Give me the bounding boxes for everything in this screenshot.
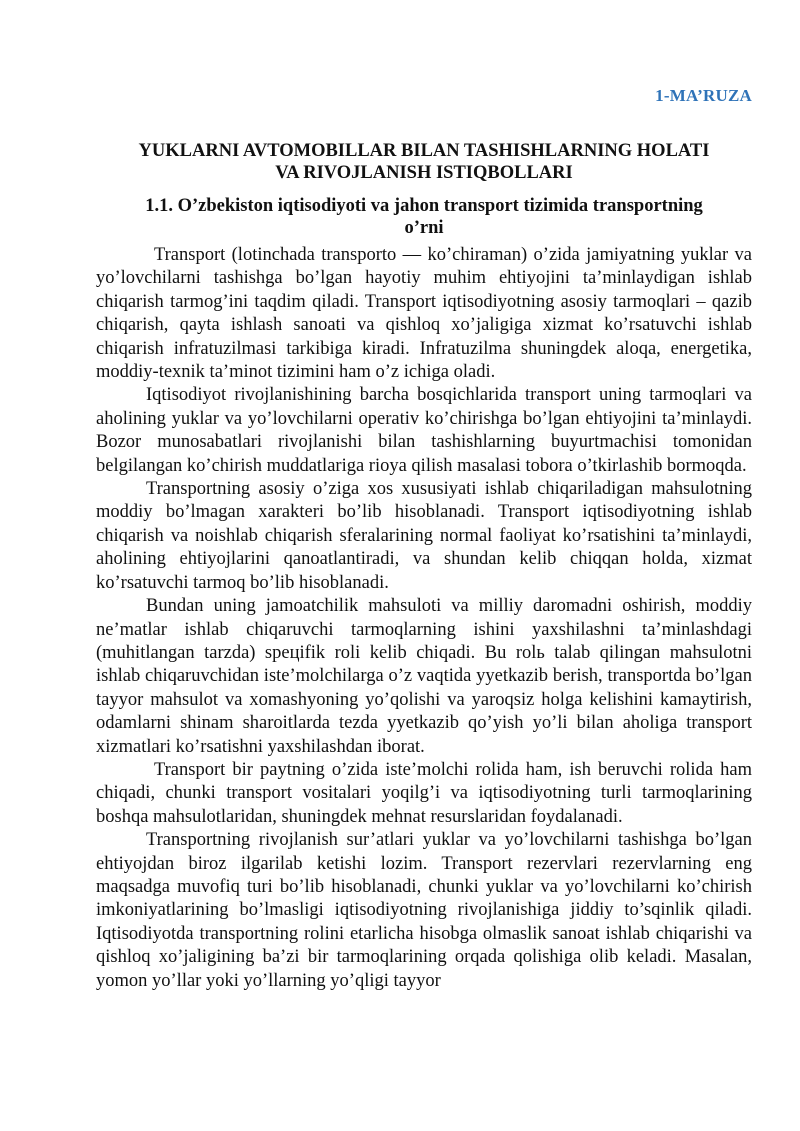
paragraph-6: Transportning rivojlanish sur’atlari yuklar va yo’lovchilarni tashishga bo’lgan ehtiyojdan biroz ilgarilab ketishi lozim. Transport rezervlari rezervlarning eng maqsadga muvofiq turi bo’lib hisoblanadi, chunki yuklar va yo’lovchilarni ko’chirish imkoniyatlarining bo’lmasligi iqtisodiyotning rivojlanishiga jiddiy to’sqinlik qiladi. Iqtisodiyotda transportning rolini etarlicha hisobga olmaslik sanoat ishlab chiqarishi va qishloq xo’jaligining ba’zi bir tarmoqlarining orqada qolishiga olib keladi. Masalan, yomon yo’llar yoki yo’llarning yo’qligi tayyor [96,830,752,991]
paragraph-5: Transport bir paytning o’zida iste’molchi rolida ham, ish beruvchi rolida ham chiqadi, chunki transport vositalari yoqilg’i va iqtisodiyotning turli tarmoqlarining boshqa mahsulotlaridan, shuningdek mehnat resurslaridan foydalanadi. [96,759,752,827]
main-title [96,140,752,184]
section-title [96,195,752,239]
paragraph-4: Bundan uning jamoatchilik mahsuloti va milliy daromadni oshirish, moddiy ne’matlar ishlab chiqaruvchi tarmoqlarning ishini yaxshilashni ta’minlashdagi (muhitlangan tarzda) speцifik roli kelib chiqadi. Bu rolь talab qilingan mahsulotni ishlab chiqaruvchidan iste’molchilarga o’z vaqtida yyetkazib berish, transportda bo’lgan tayyor mahsulot va xomashyoning yo’qolishi va yaroqsiz holga kelishini kamaytirish, odamlarni shinam sharoitlarda tezda yyetkazib qo’yish yo’li bilan aholiga transport xizmatlari ko’rsatishni yaxshilashdan iborat. [96,596,752,757]
paragraph-3: Transportning asosiy o’ziga xos xususiyati ishlab chiqariladigan mahsulotning moddiy bo’lmagan xarakteri bo’lib hisoblanadi. Transport iqtisodiyotning ishlab chiqarish va noishlab chiqarish sferalarining normal faoliyat ko’rsatishini ta’minlaydi, aholining ehtiyojlarini qanoatlantiradi, va shundan kelib chiqqan holda, xizmat ko’rsatuvchi tarmoq bo’lib hisoblanadi. [96,479,752,593]
section-title-line-1: 1.1. O’zbekiston iqtisodiyoti va jahon transport tizimida transportning [145,196,703,216]
paragraph-1: Transport (lotinchada transporto — ko’chiraman) o’zida jamiyatning yuklar va yo’lovchilarni tashishga bo’lgan hayotiy muhim ehtiyojini ta’minlaydigan ishlab chiqarish tarmog’ini taqdim qiladi. Transport iqtisodiyotning asosiy tarmoqlari – qazib chiqarish, qayta ishlash sanoati va qishloq xo’jaligiga xizmat ko’rsatuvchi ishlab chiqarish infratuzilmasi tarkibiga kiradi. Infratuzilma shuningdek aloqa, energetika, moddiy-texnik ta’minot tizimini ham o’z ichiga oladi. [96,245,752,383]
main-title-line-1: YUKLARNI AVTOMOBILLAR BILAN TASHISHLARNING HOLATI [138,141,710,161]
paragraph-2: Iqtisodiyot rivojlanishining barcha bosqichlarida transport uning tarmoqlari va aholining yuklar va yo’lovchilarni operativ ko’chirishga bo’lgan ehtiyojini ta’minlaydi. Bozor munosabatlari rivojlanishi bilan tashishlarning buyurtmachisi tomonidan belgilangan ko’chirish muddatlariga rioya qilish masalasi tobora o’tkirlashib bormoqda. [96,385,752,476]
main-title-line-2: VA RIVOJLANISH ISTIQBOLLARI [275,163,573,183]
body-text [96,244,752,993]
section-title-line-2: o’rni [404,218,444,238]
lecture-number: 1-MA’RUZA [655,86,752,105]
